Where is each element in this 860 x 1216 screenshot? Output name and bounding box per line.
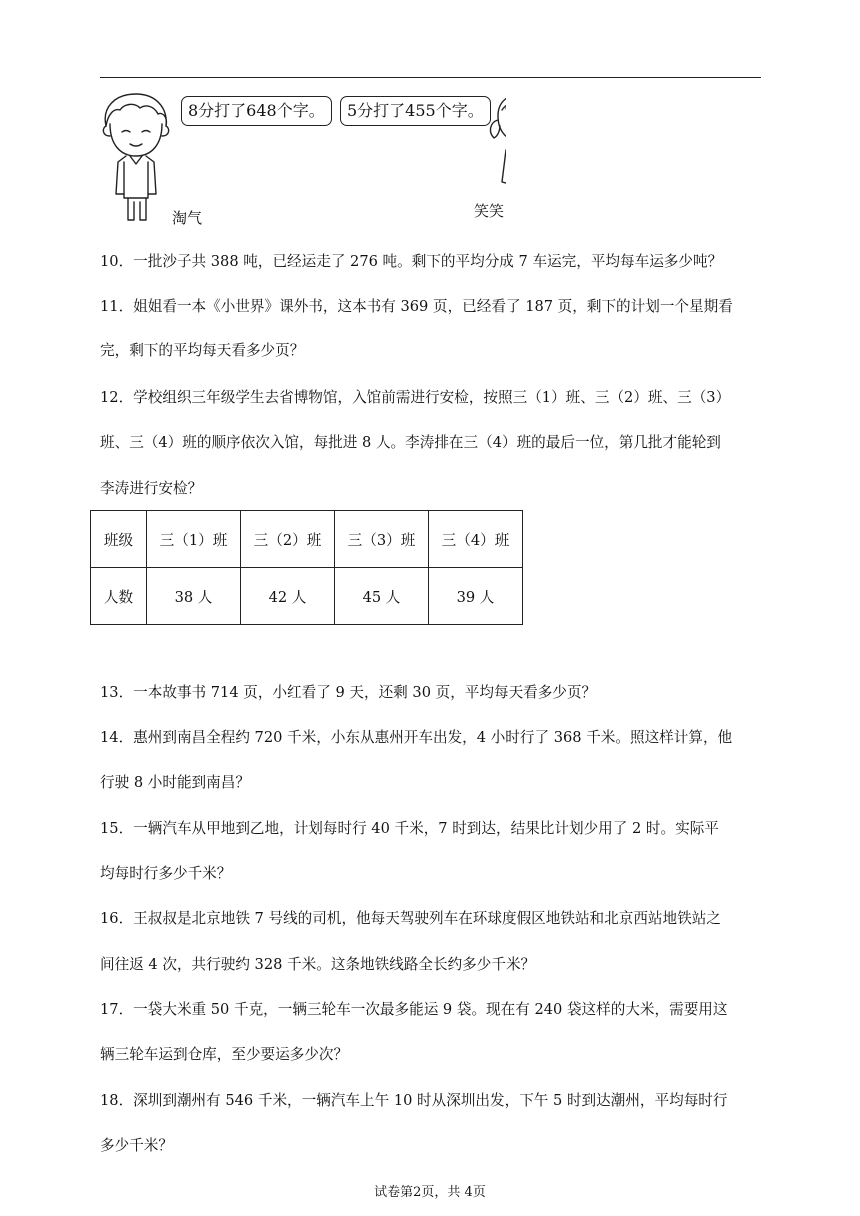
table-cell: 39 人 (429, 568, 523, 625)
page-footer: 试卷第2页，共 4页 (374, 1185, 486, 1200)
speech-bubble-boy: 8分打了648个字。 (181, 96, 332, 126)
table-cell: 三（1）班 (147, 511, 241, 568)
girl-figure (491, 94, 506, 216)
question-12-line3: 李涛进行安检？ (100, 480, 203, 497)
table-cell: 45 人 (335, 568, 429, 625)
header-rule (100, 77, 761, 78)
speech-bubble-girl: 5分打了455个字。 (340, 96, 491, 126)
class-size-table (90, 510, 523, 625)
question-12-line2: 班、三（4）班的顺序依次入馆，每批进 8 人。李涛排在三（4）班的最后一位，第几批才能轮到 (100, 434, 721, 451)
question-11-line1: 11．姐姐看一本《小世界》课外书，这本书有 369 页，已经看了 187 页，剩下的计划一个星期看 (100, 298, 733, 315)
table-cell: 三（2）班 (241, 511, 335, 568)
question-10: 10．一批沙子共 388 吨，已经运走了 276 吨。剩下的平均分成 7 车运完，平均每车运多少吨？ (100, 253, 723, 270)
question-11-line2: 完，剩下的平均每天看多少页？ (100, 342, 305, 359)
table-cell: 三（4）班 (429, 511, 523, 568)
boy-name-label: 淘气 (172, 209, 203, 227)
question-17-line1: 17．一袋大米重 50 千克，一辆三轮车一次最多能运 9 袋。现在有 240 袋这样的大米，需要用这 (100, 1001, 728, 1018)
question-14-line2: 行驶 8 小时能到南昌？ (100, 774, 250, 791)
question-14-line1: 14．惠州到南昌全程约 720 千米，小东从惠州开车出发，4 小时行了 368 千米。照这样计算，他 (100, 729, 733, 746)
question-15-line2: 均每时行多少千米？ (100, 865, 232, 882)
table-row (91, 568, 523, 625)
question-15-line1: 15．一辆汽车从甲地到乙地，计划每时行 40 千米，7 时到达，结果比计划少用了 2 时。实际平 (100, 820, 719, 837)
table-cell: 38 人 (147, 568, 241, 625)
question-13: 13．一本故事书 714 页，小红看了 9 天，还剩 30 页，平均每天看多少页？ (100, 684, 597, 701)
boy-figure (103, 94, 168, 220)
table-cell: 三（3）班 (335, 511, 429, 568)
question-18-line1: 18．深圳到潮州有 546 千米，一辆汽车上午 10 时从深圳出发，下午 5 时到达潮州，平均每时行 (100, 1092, 728, 1109)
question-17-line2: 辆三轮车运到仓库，至少要运多少次？ (100, 1046, 349, 1063)
question-16-line1: 16．王叔叔是北京地铁 7 号线的司机，他每天驾驶列车在环球度假区地铁站和北京西站地铁站之 (100, 910, 721, 927)
table-header-row (91, 511, 523, 568)
table-cell: 42 人 (241, 568, 335, 625)
question-16-line2: 间往返 4 次，共行驶约 328 千米。这条地铁线路全长约多少千米？ (100, 956, 536, 973)
table-cell: 人数 (91, 568, 147, 625)
question-12-line1: 12．学校组织三年级学生去省博物馆，入馆前需进行安检，按照三（1）班、三（2）班、三（3） (100, 389, 731, 406)
table-cell: 班级 (91, 511, 147, 568)
question-18-line2: 多少千米？ (100, 1137, 173, 1154)
girl-name-label: 笑笑 (474, 202, 505, 220)
